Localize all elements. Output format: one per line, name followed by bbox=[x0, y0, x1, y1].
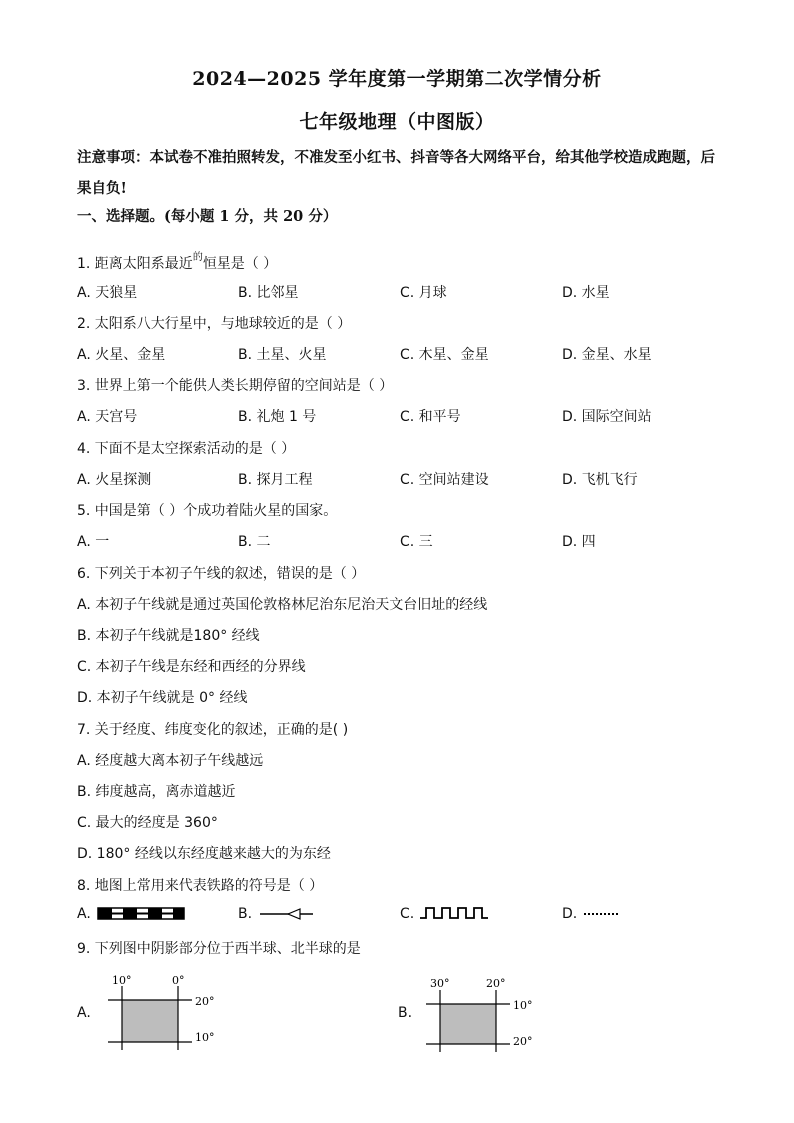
notice-text: 注意事项：本试卷不准拍照转发，不准发至小红书、抖音等各大网络平台，给其他学校造成跑题，后果自负! bbox=[77, 149, 715, 197]
question-2-stem: 2. 太阳系八大行星中，与地球较近的是（ ） bbox=[77, 316, 352, 332]
question-2-option-d: D. 金星、水星 bbox=[562, 347, 652, 363]
page-title: 2024—2025 学年度第一学期第二次学情分析 bbox=[192, 68, 602, 90]
grid-a-right-bottom-label: 10° bbox=[195, 1031, 215, 1044]
question-3-option-a: A. 天宫号 bbox=[77, 409, 138, 425]
grid-diagram-b bbox=[420, 974, 560, 1054]
question-1-stem-b: 恒星是（ ） bbox=[202, 256, 278, 272]
question-7-option-a: A. 经度越大离本初子午线越远 bbox=[77, 753, 264, 769]
page-subtitle: 七年级地理（中图版） bbox=[299, 111, 495, 133]
question-3-stem: 3. 世界上第一个能供人类长期停留的空间站是（ ） bbox=[77, 378, 394, 394]
arrow-line-symbol-icon bbox=[258, 906, 318, 922]
question-5-option-a: A. 一 bbox=[77, 534, 110, 550]
question-5-stem: 5. 中国是第（ ）个成功着陆火星的国家。 bbox=[77, 503, 338, 519]
question-8-option-a: A. bbox=[77, 906, 91, 922]
question-7-option-d: D. 180° 经线以东经度越来越大的为东经 bbox=[77, 846, 331, 862]
question-4-option-d: D. 飞机飞行 bbox=[562, 472, 638, 488]
question-8-option-c: C. bbox=[400, 906, 415, 922]
question-4-option-b: B. 探月工程 bbox=[238, 472, 313, 488]
question-3-option-d: D. 国际空间站 bbox=[562, 409, 652, 425]
question-1-option-d: D. 水星 bbox=[562, 285, 610, 301]
question-1-stem-sup: 的 bbox=[192, 252, 203, 263]
question-9-option-a: A. bbox=[77, 1005, 91, 1021]
question-2-option-a: A. 火星、金星 bbox=[77, 347, 166, 363]
question-4-option-c: C. 空间站建设 bbox=[400, 472, 489, 488]
grid-a-top-right-label: 0° bbox=[172, 974, 185, 987]
question-4-stem: 4. 下面不是太空探索活动的是（ ） bbox=[77, 441, 296, 457]
grid-b-top-right-label: 20° bbox=[486, 977, 506, 990]
grid-b-right-top-label: 10° bbox=[513, 999, 533, 1012]
question-6-option-a: A. 本初子午线就是通过英国伦敦格林尼治东尼治天文台旧址的经线 bbox=[77, 597, 488, 613]
question-5-option-c: C. 三 bbox=[400, 534, 433, 550]
question-7-option-b: B. 纬度越高，离赤道越近 bbox=[77, 784, 236, 800]
question-1-option-b: B. 比邻星 bbox=[238, 285, 299, 301]
question-1-stem-a: 1. 距离太阳系最近 bbox=[77, 256, 193, 272]
question-7-option-c: C. 最大的经度是 360° bbox=[77, 815, 218, 831]
grid-a-top-left-label: 10° bbox=[112, 974, 132, 987]
question-3-option-b: B. 礼炮 1 号 bbox=[238, 409, 317, 425]
question-6-option-c: C. 本初子午线是东经和西经的分界线 bbox=[77, 659, 306, 675]
question-3-option-c: C. 和平号 bbox=[400, 409, 461, 425]
dotted-line-symbol-icon bbox=[582, 906, 622, 922]
question-9-option-b: B. bbox=[398, 1005, 413, 1021]
question-6-stem: 6. 下列关于本初子午线的叙述，错误的是（ ） bbox=[77, 566, 366, 582]
grid-diagram-a bbox=[100, 972, 240, 1052]
question-6-option-d: D. 本初子午线就是 0° 经线 bbox=[77, 690, 248, 706]
question-8-stem: 8. 地图上常用来代表铁路的符号是（ ） bbox=[77, 878, 324, 894]
question-9-stem: 9. 下列图中阴影部分位于西半球、北半球的是 bbox=[77, 941, 361, 957]
section-heading: 一、选择题。(每小题 1 分，共 20 分） bbox=[77, 208, 338, 225]
question-7-stem: 7. 关于经度、纬度变化的叙述，正确的是( ) bbox=[77, 722, 349, 738]
wall-line-symbol-icon bbox=[418, 905, 490, 921]
question-1-option-c: C. 月球 bbox=[400, 285, 447, 301]
question-1-stem bbox=[77, 248, 277, 273]
question-6-option-b: B. 本初子午线就是180° 经线 bbox=[77, 628, 260, 644]
question-2-option-c: C. 木星、金星 bbox=[400, 347, 489, 363]
question-2-option-b: B. 土星、火星 bbox=[238, 347, 327, 363]
question-1-option-a: A. 天狼星 bbox=[77, 285, 138, 301]
grid-a-right-top-label: 20° bbox=[195, 995, 215, 1008]
question-5-option-d: D. 四 bbox=[562, 534, 596, 550]
question-8-option-b: B. bbox=[238, 906, 253, 922]
grid-b-top-left-label: 30° bbox=[430, 977, 450, 990]
question-8-option-d: D. bbox=[562, 906, 578, 922]
question-4-option-a: A. 火星探测 bbox=[77, 472, 152, 488]
grid-b-right-bottom-label: 20° bbox=[513, 1035, 533, 1048]
railway-symbol-icon bbox=[97, 906, 187, 922]
question-5-option-b: B. 二 bbox=[238, 534, 271, 550]
